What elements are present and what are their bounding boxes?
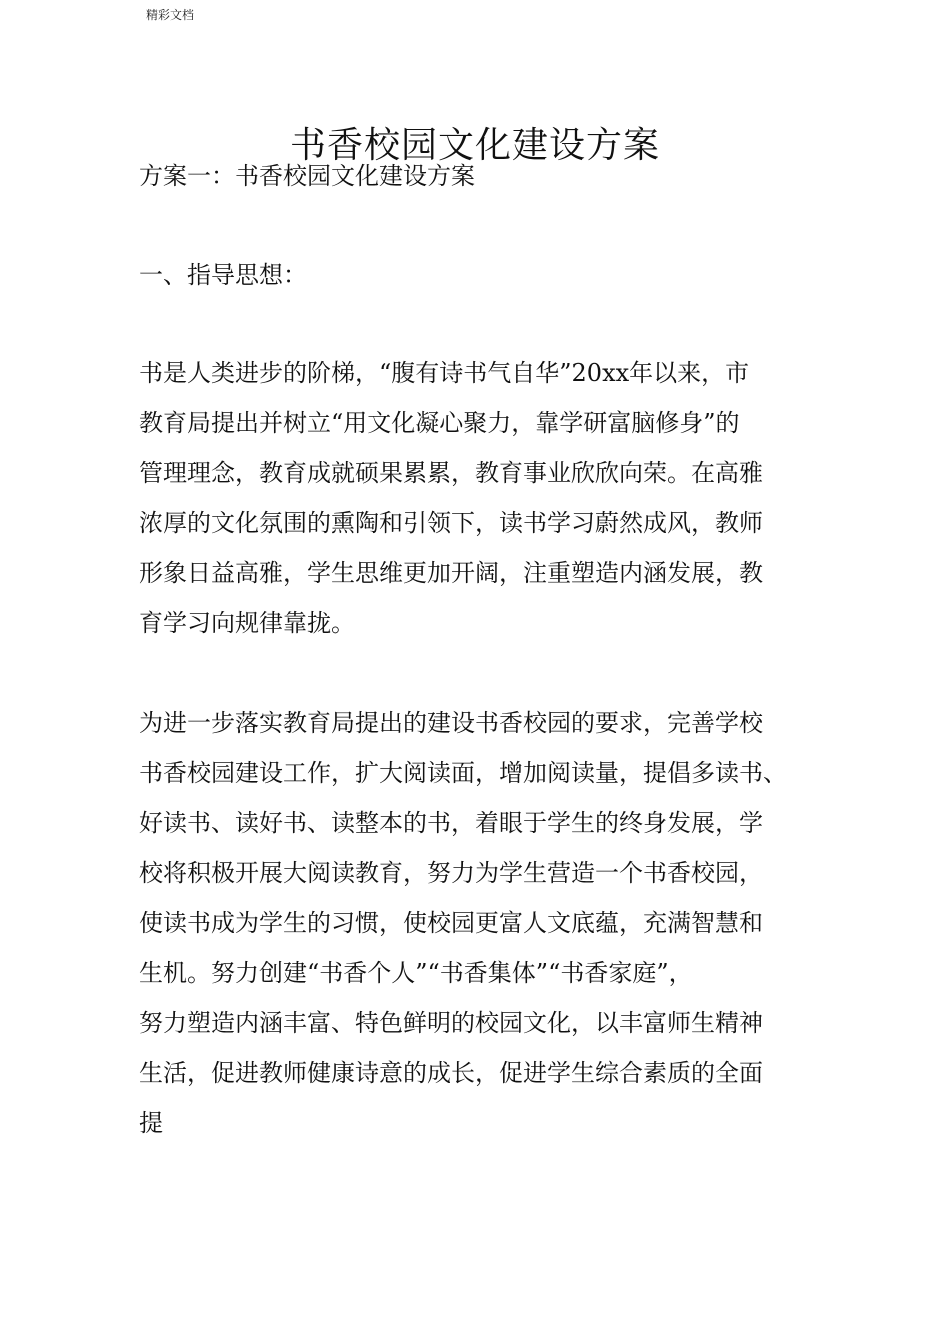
paragraph-line: 形象日益高雅，学生思维更加开阔，注重塑造内涵发展，教 [139, 559, 763, 587]
paragraph-line: 教育局提出并树立“用文化凝心聚力，靠学研富脑修身”的 [139, 409, 740, 437]
paragraph-line: 生活，促进教师健康诗意的成长，促进学生综合素质的全面 [139, 1059, 763, 1087]
paragraph-line: 提 [139, 1109, 163, 1137]
paragraph-line: 校将积极开展大阅读教育，努力为学生营造一个书香校园， [139, 859, 763, 887]
paragraph-line: 育学习向规律靠拢。 [139, 609, 355, 637]
paragraph-implementation [139, 698, 819, 1148]
paragraph-line: 使读书成为学生的习惯，使校园更富人文底蕴，充满智慧和 [139, 909, 763, 937]
paragraph-line: 努力塑造内涵丰富、特色鲜明的校园文化，以丰富师生精神 [139, 1009, 763, 1037]
document-title: 书香校园文化建设方案 [289, 125, 660, 167]
paragraph-line: 生机。努力创建“书香个人”“书香集体”“书香家庭”， [139, 959, 693, 987]
header-label: 精彩文档 [146, 8, 195, 22]
paragraph-line: 书是人类进步的阶梯，“腹有诗书气自华”20xx年以来，市 [139, 359, 750, 387]
paragraph-line: 管理理念，教育成就硕果累累，教育事业欣欣向荣。在高雅 [139, 459, 763, 487]
paragraph-line: 书香校园建设工作，扩大阅读面，增加阅读量，提倡多读书、 [139, 759, 787, 787]
paragraph-line: 为进一步落实教育局提出的建设书香校园的要求，完善学校 [139, 709, 763, 737]
document-subtitle: 方案一：书香校园文化建设方案 [139, 162, 475, 190]
paragraph-guiding-idea [139, 348, 819, 648]
paragraph-line: 好读书、读好书、读整本的书，着眼于学生的终身发展，学 [139, 809, 763, 837]
section-heading: 一、指导思想： [139, 261, 307, 289]
paragraph-line: 浓厚的文化氛围的熏陶和引领下，读书学习蔚然成风，教师 [139, 509, 763, 537]
